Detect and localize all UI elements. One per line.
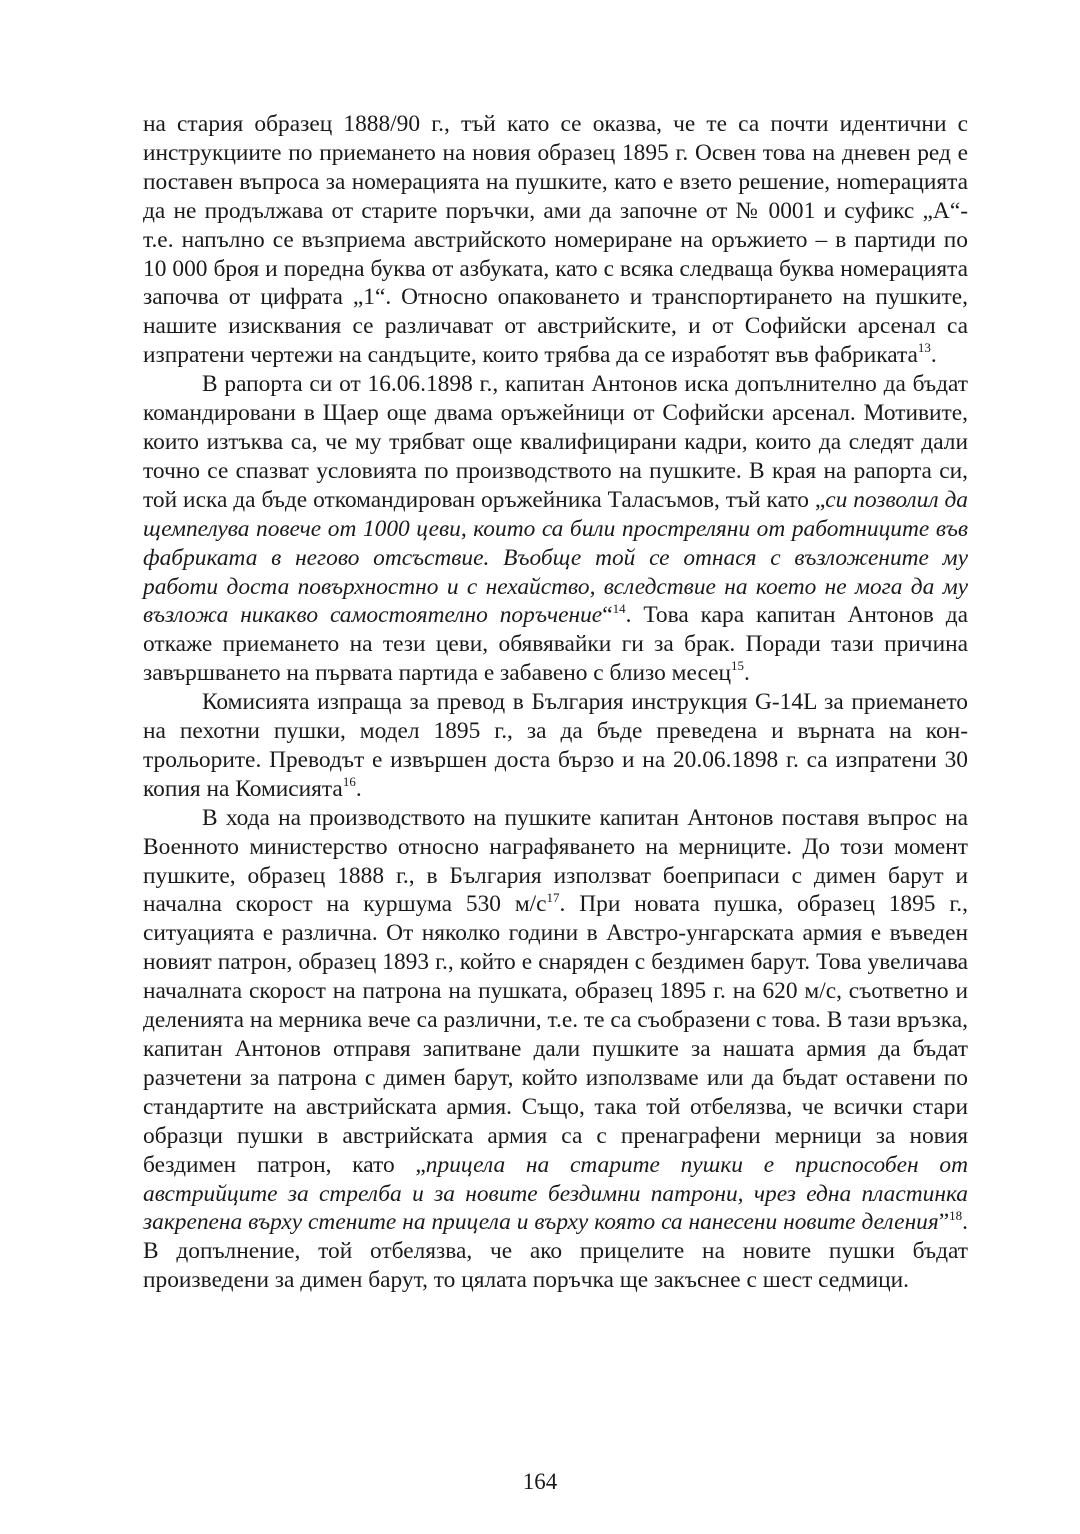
footnote-ref: 17 — [546, 889, 560, 905]
text-run: В рапорта си от 16.06.1898 г., капитан Антонов иска допълнително да бъдат командировани в Щаер още двама оръжейници от Софийски арсенал. Мотивите, които изтъква са, че му трябват още квалифицирани кадри, които да следят дали точно се спазват условията по производството на пушките. В края на рапорта си, той иска да бъде откомандирован оръжейника Таласъмов, тъй като „ — [143, 371, 968, 513]
text-run: . — [930, 342, 937, 369]
text-run: “ — [602, 602, 613, 629]
body-text — [143, 110, 968, 1295]
paragraph — [143, 804, 968, 1295]
text-run: ” — [938, 1209, 950, 1236]
footnote-ref: 15 — [731, 658, 745, 674]
footnote-ref: 18 — [949, 1207, 963, 1223]
footnote-ref: 13 — [917, 340, 931, 356]
paragraph — [143, 370, 968, 688]
text-run: . — [355, 775, 362, 802]
paragraph — [143, 688, 968, 804]
footnote-ref: 16 — [342, 774, 356, 790]
quoted-text: си позволил да щемпелува повече от 1000 цеви, които са били простреляни от работниците във фабриката в негово отсъствие. Въобще той се отнася с възложените му работи доста повърхностно и с нехайство, вследствие на което не мога да му възложа никакво самостоятелно поръчение — [143, 486, 968, 629]
text-run: В хода на производството на пушките капитан Антонов поставя въпрос на Военното министерство относно награфяването на мерниците. До този момент пушките, образец 1888 г., в България използват боеприпаси с димен барут и начална скорост на куршума 530 м/с — [143, 804, 968, 918]
quoted-text: прицела на старите пушки е приспособен от австрийците за стрелба и за новите бездимни патрони, чрез една пластинка закрепена върху стените на прицела и върху която са нанесени новите деления — [143, 1151, 968, 1236]
page-number: 164 — [522, 1469, 558, 1494]
text-run: на стария образец 1888/90 г., тъй като се оказва, че те са почти идентични с инструкциите по приемането на новия образец 1895 г. Освен това на дневен ред е поставен въпроса за номерацията на пушките, като е взето решение, ноmерацията да не продължава от старите поръчки, ами да започне от № 0001 и суфикс „А“- т.е. напълно се възприема австрийското номериране на оръжието – в партиди по 10 000 броя и поредна буква от азбуката, като с всяка следваща буква номерацията започва от цифрата „1“. Относно опаковането и транспортирането на пушките, нашите изисквания се различават от австрийските, и от Софийски арсенал са изпратени чертежи на сандъците, които трябва да се изработят във фабриката — [143, 111, 968, 369]
text-run: . Това кара капитан Антонов да откаже приемането на тези цеви, обявявайки ги за брак. Поради тази причина завършването на първата партида е забавено с близо месец — [143, 602, 968, 687]
text-run: . — [744, 660, 750, 687]
text-run: Комисията изпраща за превод в България инструкция G-14L за приемането на пехотни пушки, модел 1895 г., за да бъде преведена и върната на контрольорите. Преводът е извършен доста бързо и на 20.06.1898 г. са изпратени 30 копия на Комисията — [143, 689, 968, 802]
text-run: . В допълнение, той отбелязва, че ако прицелите на новите пушки бъдат произведени за димен барут, то цялата поръчка ще закъснее с шест седмици. — [143, 1209, 968, 1294]
footnote-ref: 14 — [612, 600, 626, 616]
paragraph — [143, 110, 968, 370]
text-run: . При новата пушка, образец 1895 г., ситуацията е различна. От няколко години в Австро-унгарската армия е въведен новият патрон, образец 1893 г., който е снаряден с бездимен барут. Това увеличава началната скорост на патрона на пушката, образец 1895 г. на 620 м/с, съответно и деленията на мерника вече са различни, т.е. те са съобразени с това. В тази връзка, капитан Антонов отправя запитване дали пушките за нашата армия да бъдат разчетени за патрона с димен барут, който използваме или да бъдат оставени по стандартите на австрийската армия. Също, така той отбелязва, че всички стари образци пушки в австрийската армия са с пренаграфени мерници за новия бездимен патрон, като „ — [143, 891, 968, 1178]
